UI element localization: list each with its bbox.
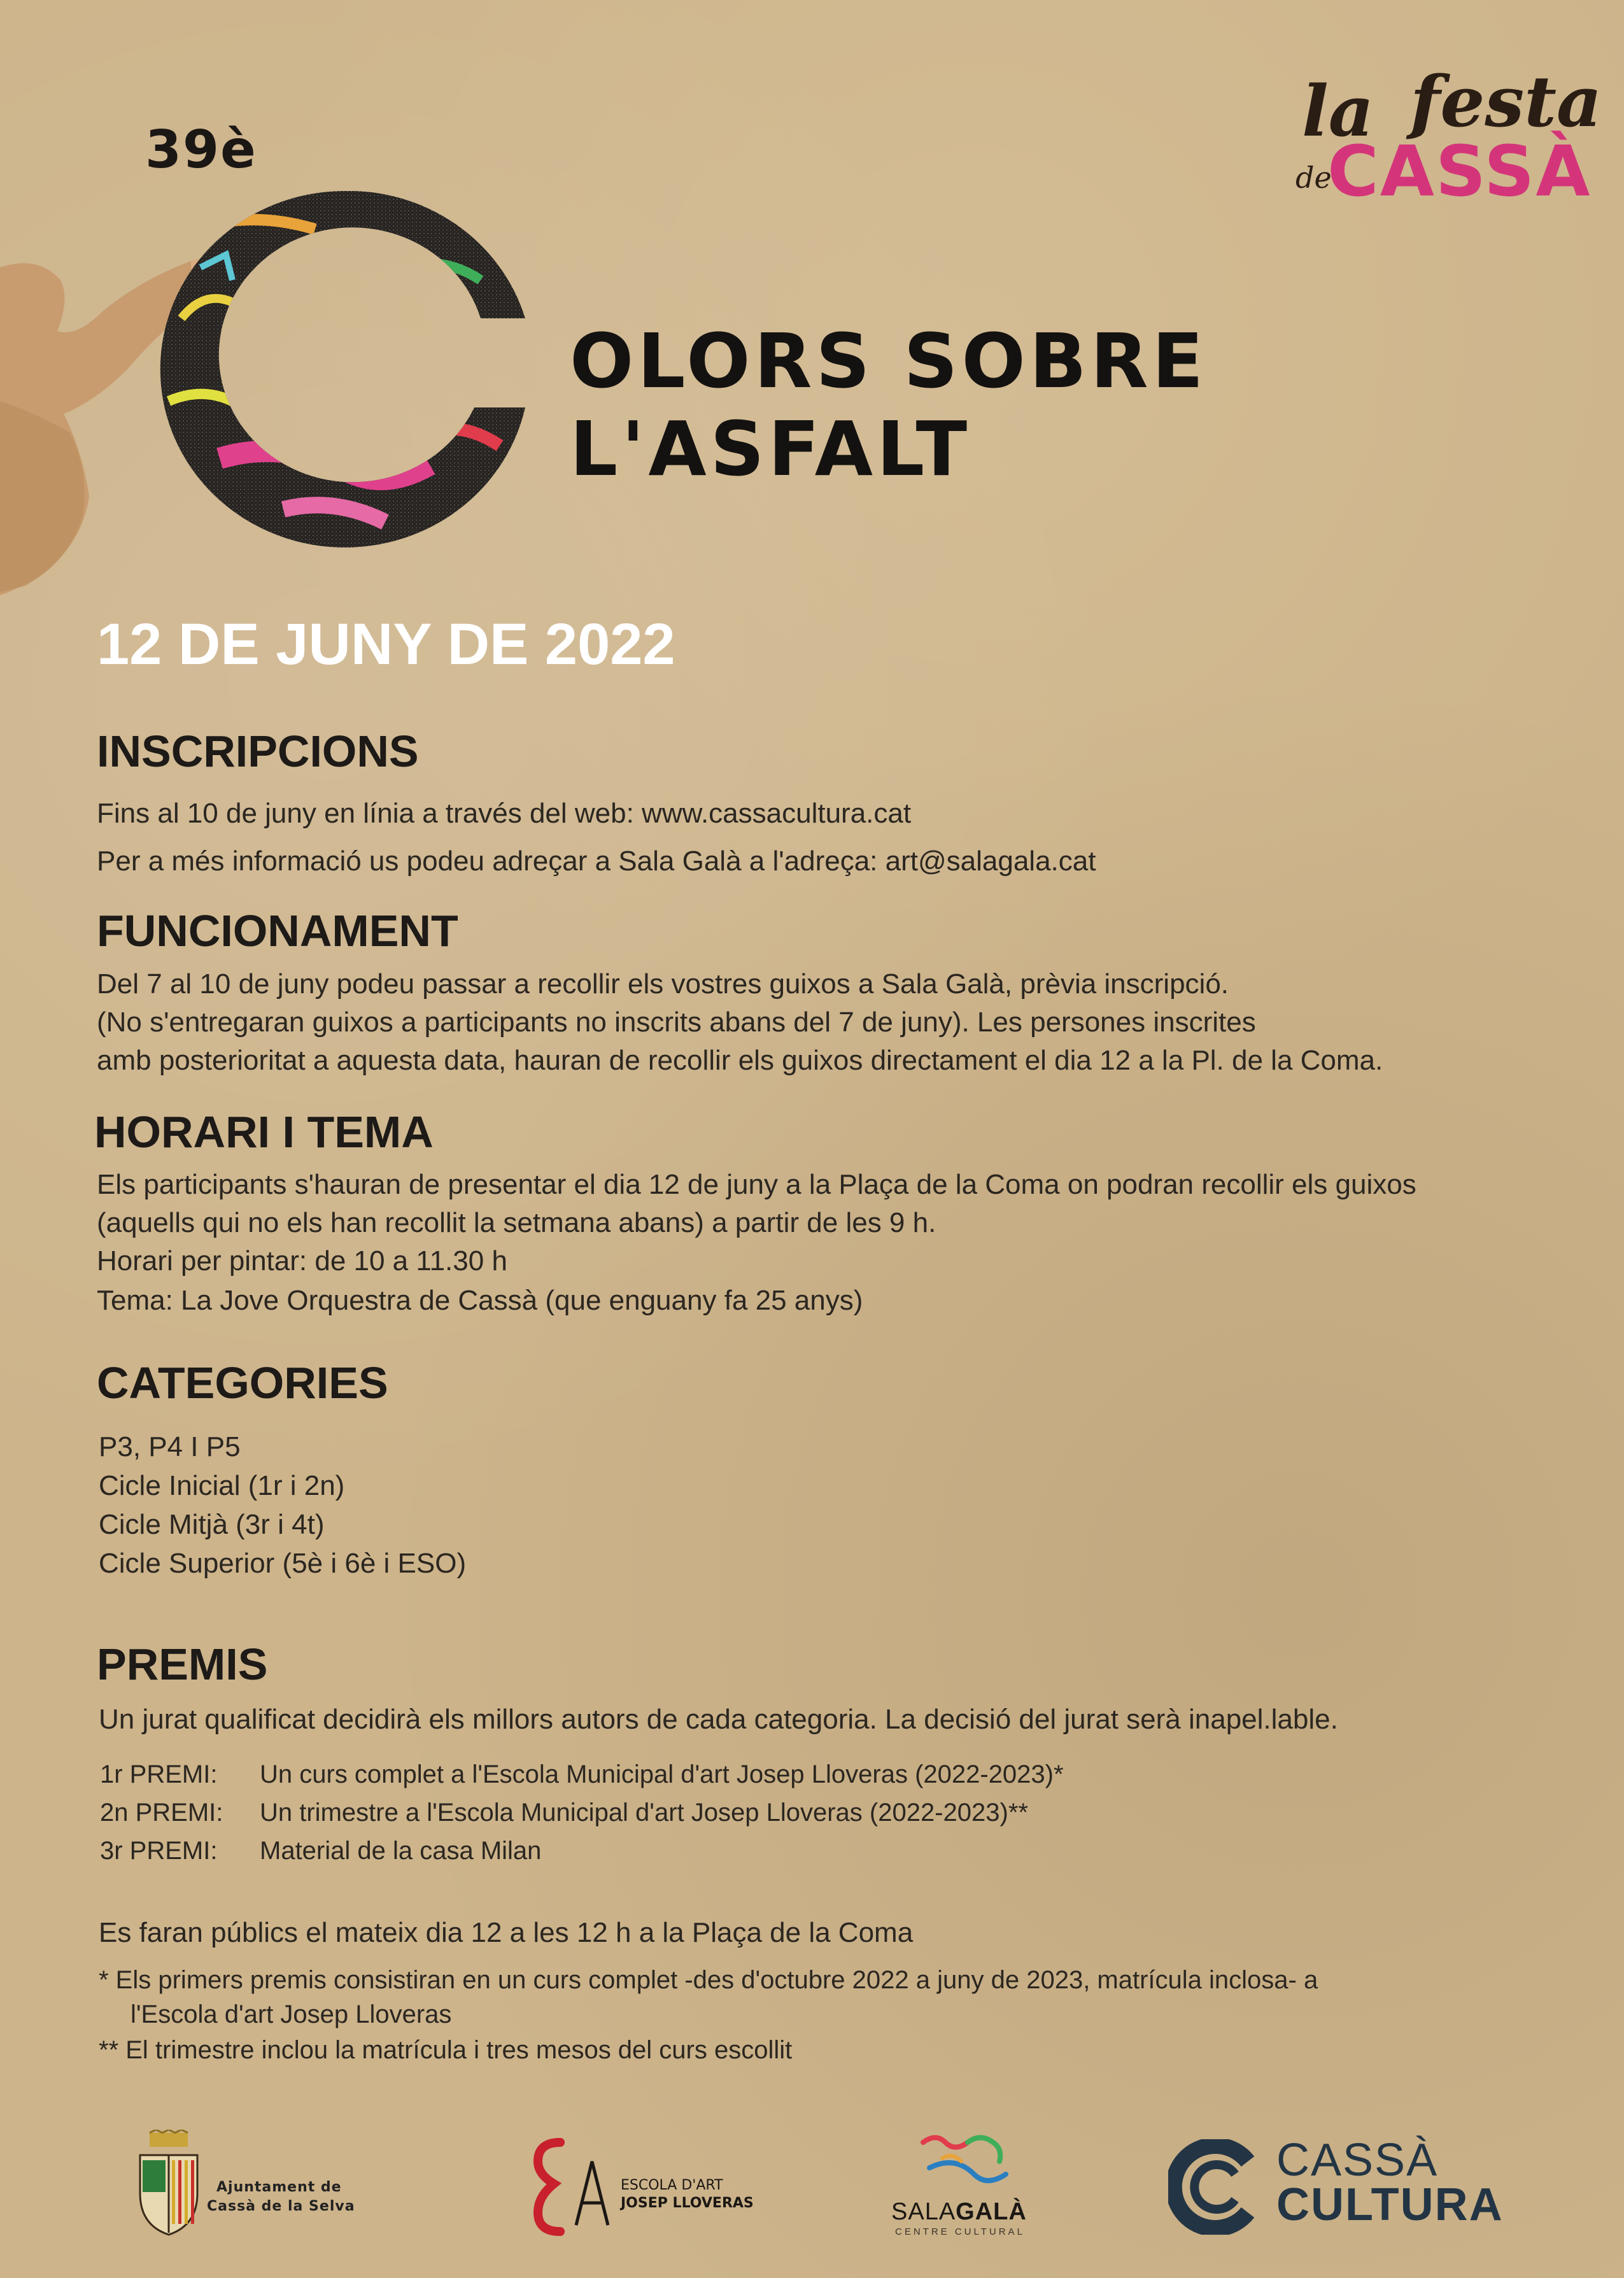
- categories-heading: CATEGORIES: [97, 1358, 388, 1408]
- sala-gala-logo: [891, 2130, 1038, 2238]
- inscripcions-line: Fins al 10 de juny en línia a través del web: www.cassacultura.cat: [97, 798, 912, 829]
- edition-number: 39è: [145, 120, 257, 180]
- festa-logo-la: la: [1302, 70, 1374, 152]
- festa-logo-cassa: CASSÀ: [1327, 131, 1592, 212]
- sala-gala-sala: SALA: [891, 2198, 956, 2225]
- premis-intro: Un jurat qualificat decidirà els millors autors de cada categoria. La decisió del jurat serà inapel.lable.: [99, 1704, 1338, 1735]
- inscripcions-heading: INSCRIPCIONS: [97, 726, 419, 776]
- prize-text: Material de la casa Milan: [260, 1837, 542, 1865]
- funcionament-line: (No s'entregaran guixos a participants no inscrits abans del 7 de juny). Les persones inscrites: [97, 1007, 1256, 1038]
- category-item: Cicle Superior (5è i 6è i ESO): [99, 1548, 467, 1579]
- sala-gala-gala: GALÀ: [956, 2198, 1027, 2225]
- cassa-cultura-c-icon: [1168, 2139, 1264, 2235]
- prize-label: 2n PREMI:: [100, 1799, 223, 1827]
- escola-art-logo: [525, 2136, 754, 2238]
- prize-text: Un curs complet a l'Escola Municipal d'art Josep Lloveras (2022-2023)*: [260, 1760, 1064, 1788]
- prize-label: 3r PREMI:: [100, 1837, 218, 1865]
- festa-logo-de: de: [1296, 160, 1332, 195]
- festa-logo-festa: festa: [1410, 60, 1602, 143]
- sala-gala-subtitle: CENTRE CULTURAL: [895, 2226, 1025, 2237]
- horari-line: Horari per pintar: de 10 a 11.30 h: [97, 1245, 507, 1277]
- premis-heading: PREMIS: [97, 1639, 268, 1689]
- horari-heading: HORARI I TEMA: [94, 1107, 434, 1157]
- inscripcions-line: Per a més informació us podeu adreçar a Sala Galà a l'adreça: art@salagala.cat: [97, 845, 1096, 877]
- funcionament-line: Del 7 al 10 de juny podeu passar a recollir els vostres guixos a Sala Galà, prèvia inscripció.: [97, 968, 1229, 1000]
- ajuntament-logo: [134, 2130, 376, 2238]
- horari-line: Els participants s'hauran de presentar el dia 12 de juny a la Plaça de la Coma on podran recollir els guixos: [97, 1169, 1416, 1200]
- cassa-cultura-line1: CASSÀ: [1276, 2135, 1439, 2186]
- event-date: 12 DE JUNY DE 2022: [97, 612, 675, 677]
- premis-public-announcement: Es faran públics el mateix dia 12 a les 12 h a la Plaça de la Coma: [99, 1917, 914, 1948]
- chalk-c-logo: [156, 191, 532, 548]
- category-item: Cicle Inicial (1r i 2n): [99, 1470, 345, 1501]
- funcionament-heading: FUNCIONAMENT: [97, 906, 458, 956]
- sala-gala-wave-icon: [917, 2130, 1012, 2193]
- footnote: l'Escola d'art Josep Lloveras: [131, 2000, 452, 2028]
- category-item: Cicle Mitjà (3r i 4t): [99, 1509, 325, 1540]
- horari-line: (aquells qui no els han recollit la setmana abans) a partir de les 9 h.: [97, 1207, 936, 1238]
- funcionament-line: amb posterioritat a aquesta data, hauran de recollir els guixos directament el dia 12 a la Pl. de la Coma.: [97, 1045, 1383, 1076]
- escola-line2: JOSEP LLOVERAS: [621, 2195, 754, 2211]
- ajuntament-line2: Cassà de la Selva: [207, 2198, 355, 2214]
- poster-title: OLORS SOBRE L'ASFALT: [570, 317, 1208, 493]
- cassa-cultura-line2: CULTURA: [1276, 2179, 1504, 2230]
- prize-label: 1r PREMI:: [100, 1760, 218, 1788]
- footnote: * Els primers premis consistiran en un curs complet -des d'octubre 2022 a juny de 2023, matrícula inclosa- a: [99, 1966, 1318, 1994]
- cassa-cultura-logo: [1168, 2135, 1504, 2235]
- coat-of-arms-icon: [134, 2130, 204, 2238]
- ajuntament-line1: Ajuntament de: [216, 2179, 342, 2195]
- category-item: P3, P4 I P5: [99, 1431, 241, 1462]
- footnote: ** El trimestre inclou la matrícula i tres mesos del curs escollit: [99, 2036, 793, 2064]
- escola-line1: ESCOLA D'ART: [621, 2177, 723, 2193]
- horari-line: Tema: La Jove Orquestra de Cassà (que enguany fa 25 anys): [97, 1285, 863, 1316]
- prize-text: Un trimestre a l'Escola Municipal d'art Josep Lloveras (2022-2023)**: [260, 1799, 1028, 1827]
- escola-monogram-icon: [525, 2136, 614, 2238]
